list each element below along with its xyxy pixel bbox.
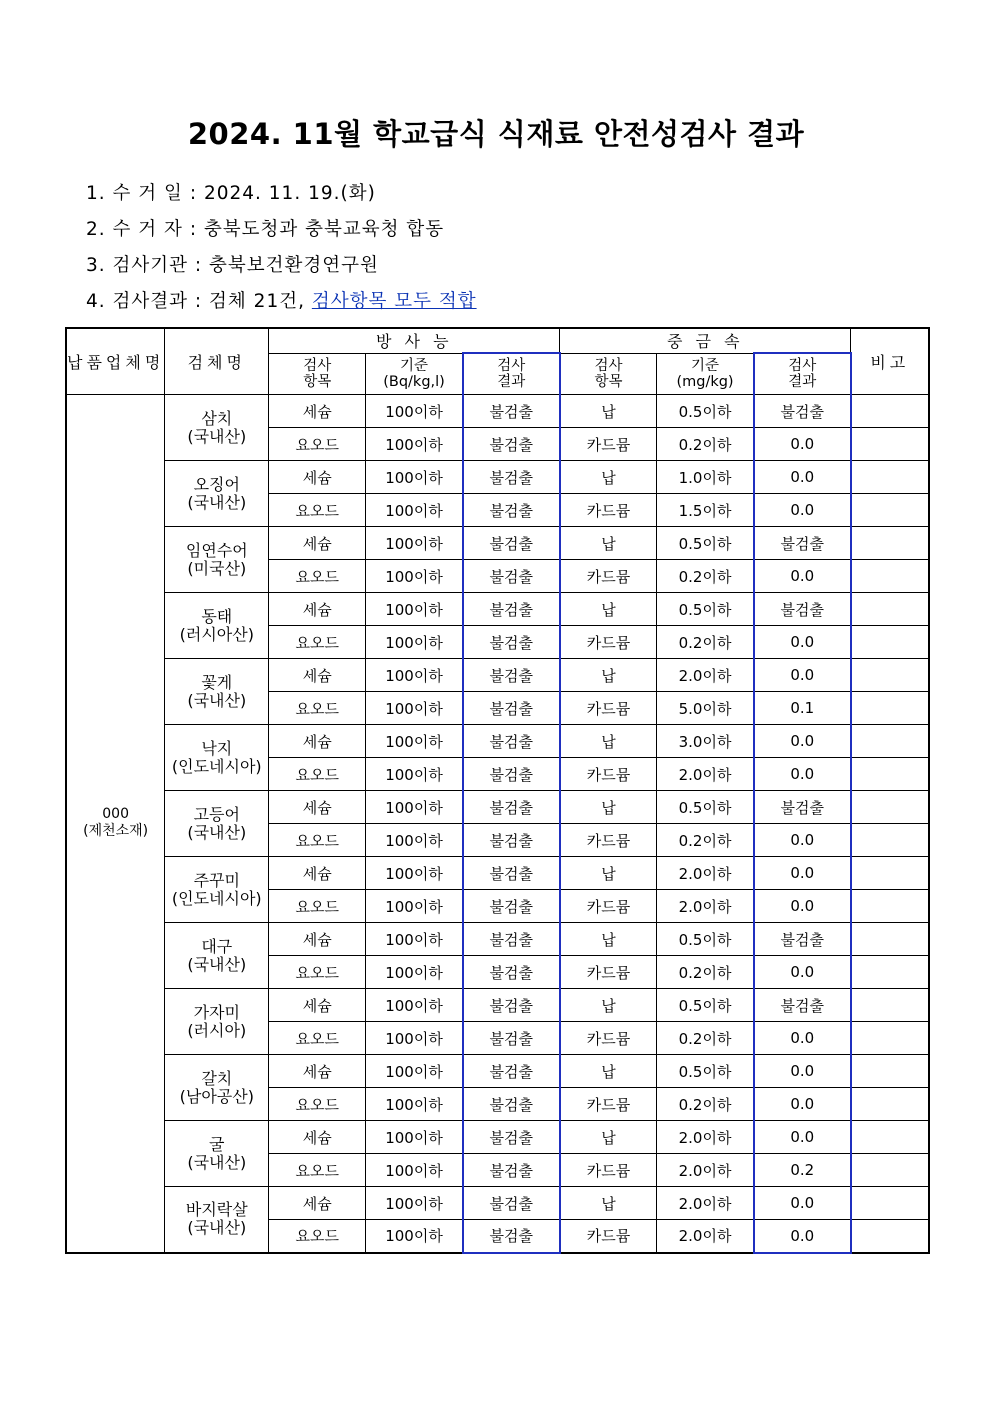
info-line-collector [86, 215, 444, 241]
rad-std-cell: 100이하 [366, 1022, 463, 1055]
rad-result-cell: 불검출 [463, 824, 560, 857]
header-metal-item: 검사 항목 [560, 353, 657, 395]
info-value: 검체 21건, [209, 291, 305, 312]
sample-name: 대구 [201, 936, 233, 956]
header-supplier: 납품업체명 [66, 328, 165, 395]
results-table [65, 327, 930, 1254]
metal-item-cell: 납 [560, 593, 657, 626]
metal-item-cell: 카드뮴 [560, 626, 657, 659]
note-cell [851, 1187, 929, 1220]
all-items-pass-link[interactable]: 검사항목 모두 적합 [311, 291, 477, 312]
rad-std-cell: 100이하 [366, 692, 463, 725]
metal-item-cell: 납 [560, 659, 657, 692]
note-cell [851, 626, 929, 659]
table-row [66, 395, 929, 428]
metal-std-cell: 0.2이하 [657, 1022, 754, 1055]
sample-name-cell [165, 593, 269, 659]
rad-result-cell: 불검출 [463, 527, 560, 560]
metal-item-cell: 납 [560, 1121, 657, 1154]
metal-std-cell: 2.0이하 [657, 758, 754, 791]
rad-std-cell: 100이하 [366, 1154, 463, 1187]
metal-result-cell: 불검출 [754, 791, 851, 824]
sample-origin: (남아공산) [179, 1086, 254, 1106]
sample-name-cell [165, 857, 269, 923]
sample-origin: (인도네시아) [171, 888, 262, 908]
metal-std-cell: 0.2이하 [657, 560, 754, 593]
metal-result-cell: 0.0 [754, 659, 851, 692]
metal-std-cell: 1.5이하 [657, 494, 754, 527]
metal-result-cell: 0.0 [754, 1088, 851, 1121]
sample-name-cell [165, 659, 269, 725]
metal-result-cell: 불검출 [754, 395, 851, 428]
sample-origin: (러시아산) [179, 624, 254, 644]
sample-origin: (국내산) [187, 822, 247, 842]
metal-std-cell: 2.0이하 [657, 857, 754, 890]
metal-item-cell: 납 [560, 1055, 657, 1088]
sample-name: 주꾸미 [193, 870, 240, 890]
metal-item-cell: 카드뮴 [560, 890, 657, 923]
metal-std-cell: 0.5이하 [657, 923, 754, 956]
metal-std-cell: 2.0이하 [657, 1154, 754, 1187]
metal-result-cell: 0.0 [754, 758, 851, 791]
metal-result-cell: 0.0 [754, 494, 851, 527]
rad-result-cell: 불검출 [463, 659, 560, 692]
supplier-location: (제천소재) [83, 823, 149, 840]
metal-result-cell: 불검출 [754, 923, 851, 956]
rad-result-cell: 불검출 [463, 494, 560, 527]
note-cell [851, 593, 929, 626]
note-cell [851, 461, 929, 494]
info-line-institution [86, 251, 379, 277]
metal-result-cell: 0.0 [754, 725, 851, 758]
rad-std-cell: 100이하 [366, 791, 463, 824]
note-cell [851, 725, 929, 758]
rad-item-cell: 세슘 [269, 725, 366, 758]
sample-name-cell [165, 461, 269, 527]
info-colon: : [189, 183, 198, 204]
rad-std-cell: 100이하 [366, 395, 463, 428]
table-body [66, 395, 929, 1253]
rad-item-cell: 요오드 [269, 824, 366, 857]
metal-item-cell: 카드뮴 [560, 560, 657, 593]
info-colon: : [189, 219, 198, 240]
note-cell [851, 560, 929, 593]
rad-result-cell: 불검출 [463, 626, 560, 659]
metal-result-cell: 0.0 [754, 1121, 851, 1154]
rad-std-cell: 100이하 [366, 1055, 463, 1088]
rad-std-cell: 100이하 [366, 989, 463, 1022]
info-label: 검사기관 [112, 255, 189, 276]
sample-name: 임연수어 [185, 540, 248, 560]
note-cell [851, 692, 929, 725]
rad-std-cell: 100이하 [366, 956, 463, 989]
rad-result-cell: 불검출 [463, 1088, 560, 1121]
metal-item-cell: 카드뮴 [560, 824, 657, 857]
metal-result-cell: 0.1 [754, 692, 851, 725]
metal-result-cell: 0.0 [754, 461, 851, 494]
rad-result-cell: 불검출 [463, 857, 560, 890]
note-cell [851, 857, 929, 890]
rad-result-cell: 불검출 [463, 428, 560, 461]
rad-item-cell: 세슘 [269, 857, 366, 890]
rad-item-cell: 세슘 [269, 791, 366, 824]
rad-result-cell: 불검출 [463, 593, 560, 626]
metal-item-cell: 납 [560, 461, 657, 494]
table-row [66, 527, 929, 560]
info-colon: : [194, 255, 203, 276]
info-number: 1. [86, 183, 106, 204]
rad-item-cell: 세슘 [269, 461, 366, 494]
note-cell [851, 824, 929, 857]
sample-name-cell [165, 923, 269, 989]
rad-item-cell: 요오드 [269, 560, 366, 593]
rad-item-cell: 세슘 [269, 923, 366, 956]
metal-result-cell: 0.0 [754, 1187, 851, 1220]
rad-std-cell: 100이하 [366, 824, 463, 857]
sample-origin: (국내산) [187, 426, 247, 446]
rad-result-cell: 불검출 [463, 1022, 560, 1055]
metal-item-cell: 납 [560, 395, 657, 428]
metal-item-cell: 카드뮴 [560, 956, 657, 989]
note-cell [851, 659, 929, 692]
rad-item-cell: 요오드 [269, 692, 366, 725]
note-cell [851, 956, 929, 989]
note-cell [851, 1088, 929, 1121]
metal-std-cell: 2.0이하 [657, 890, 754, 923]
metal-result-cell: 0.0 [754, 428, 851, 461]
sample-origin: (국내산) [187, 1152, 247, 1172]
rad-item-cell: 세슘 [269, 395, 366, 428]
info-line-result [86, 287, 477, 313]
metal-std-cell: 2.0이하 [657, 1187, 754, 1220]
rad-result-cell: 불검출 [463, 461, 560, 494]
table-row [66, 593, 929, 626]
metal-std-cell: 0.5이하 [657, 1055, 754, 1088]
metal-item-cell: 납 [560, 857, 657, 890]
metal-item-cell: 카드뮴 [560, 428, 657, 461]
rad-std-cell: 100이하 [366, 494, 463, 527]
metal-item-cell: 카드뮴 [560, 494, 657, 527]
metal-result-cell: 0.0 [754, 1220, 851, 1253]
sample-origin: (미국산) [187, 558, 247, 578]
metal-item-cell: 납 [560, 527, 657, 560]
rad-item-cell: 세슘 [269, 989, 366, 1022]
metal-item-cell: 카드뮴 [560, 758, 657, 791]
metal-result-cell: 0.0 [754, 857, 851, 890]
header-sample: 검체명 [165, 328, 269, 395]
rad-std-cell: 100이하 [366, 857, 463, 890]
note-cell [851, 923, 929, 956]
rad-item-cell: 세슘 [269, 527, 366, 560]
sample-origin: (국내산) [187, 954, 247, 974]
header-rad-item: 검사 항목 [269, 353, 366, 395]
rad-item-cell: 세슘 [269, 1187, 366, 1220]
info-number: 2. [86, 219, 106, 240]
info-label: 검사결과 [112, 291, 189, 312]
sample-origin: (러시아) [187, 1020, 247, 1040]
rad-item-cell: 세슘 [269, 1055, 366, 1088]
sample-origin: (국내산) [187, 690, 247, 710]
metal-result-cell: 불검출 [754, 527, 851, 560]
rad-result-cell: 불검출 [463, 758, 560, 791]
rad-std-cell: 100이하 [366, 626, 463, 659]
sample-name-cell [165, 1121, 269, 1187]
rad-std-cell: 100이하 [366, 890, 463, 923]
note-cell [851, 989, 929, 1022]
rad-item-cell: 요오드 [269, 428, 366, 461]
metal-std-cell: 0.5이하 [657, 593, 754, 626]
rad-item-cell: 요오드 [269, 956, 366, 989]
table-row [66, 1187, 929, 1220]
table-row [66, 857, 929, 890]
rad-std-cell: 100이하 [366, 527, 463, 560]
metal-std-cell: 2.0이하 [657, 1220, 754, 1253]
metal-result-cell: 0.0 [754, 956, 851, 989]
rad-item-cell: 요오드 [269, 1154, 366, 1187]
rad-result-cell: 불검출 [463, 791, 560, 824]
table-row [66, 461, 929, 494]
metal-std-cell: 0.2이하 [657, 1088, 754, 1121]
rad-result-cell: 불검출 [463, 989, 560, 1022]
sample-name: 오징어 [193, 474, 240, 494]
metal-std-cell: 3.0이하 [657, 725, 754, 758]
sample-name-cell [165, 395, 269, 461]
info-colon: : [194, 291, 203, 312]
metal-result-cell: 불검출 [754, 593, 851, 626]
rad-std-cell: 100이하 [366, 758, 463, 791]
metal-result-cell: 불검출 [754, 989, 851, 1022]
metal-std-cell: 0.5이하 [657, 989, 754, 1022]
metal-item-cell: 납 [560, 791, 657, 824]
sample-name: 낙지 [201, 738, 233, 758]
metal-std-cell: 0.5이하 [657, 527, 754, 560]
sample-name: 가자미 [193, 1002, 240, 1022]
info-label: 수 거 자 [112, 219, 183, 240]
table-row [66, 1121, 929, 1154]
metal-std-cell: 0.2이하 [657, 428, 754, 461]
rad-item-cell: 세슘 [269, 659, 366, 692]
rad-item-cell: 세슘 [269, 1121, 366, 1154]
header-rad-std: 기준 (Bq/kg,l) [366, 353, 463, 395]
rad-result-cell: 불검출 [463, 725, 560, 758]
metal-std-cell: 0.2이하 [657, 956, 754, 989]
rad-item-cell: 요오드 [269, 1022, 366, 1055]
info-number: 3. [86, 255, 106, 276]
table-row [66, 659, 929, 692]
header-metal-result: 검사 결과 [754, 353, 851, 395]
rad-item-cell: 요오드 [269, 494, 366, 527]
metal-std-cell: 1.0이하 [657, 461, 754, 494]
rad-item-cell: 요오드 [269, 1088, 366, 1121]
rad-result-cell: 불검출 [463, 560, 560, 593]
info-line-collection-date [86, 179, 376, 205]
document-title: 2024. 11월 학교급식 식재료 안전성검사 결과 [187, 117, 805, 151]
metal-result-cell: 0.0 [754, 824, 851, 857]
info-value: 2024. 11. 19.(화) [203, 183, 376, 204]
rad-std-cell: 100이하 [366, 923, 463, 956]
info-number: 4. [86, 291, 106, 312]
sample-origin: (인도네시아) [171, 756, 262, 776]
rad-result-cell: 불검출 [463, 956, 560, 989]
supplier-cell [66, 395, 165, 1253]
header-radiation: 방 사 능 [269, 328, 560, 353]
sample-origin: (국내산) [187, 492, 247, 512]
metal-item-cell: 카드뮴 [560, 1088, 657, 1121]
note-cell [851, 1022, 929, 1055]
note-cell [851, 1220, 929, 1253]
sample-name-cell [165, 725, 269, 791]
note-cell [851, 527, 929, 560]
sample-name: 바지락살 [185, 1200, 248, 1220]
note-cell [851, 1121, 929, 1154]
table-row [66, 1055, 929, 1088]
rad-item-cell: 요오드 [269, 890, 366, 923]
rad-result-cell: 불검출 [463, 395, 560, 428]
metal-item-cell: 카드뮴 [560, 1022, 657, 1055]
sample-name: 꽃게 [201, 672, 233, 692]
rad-std-cell: 100이하 [366, 1187, 463, 1220]
note-cell [851, 890, 929, 923]
rad-std-cell: 100이하 [366, 428, 463, 461]
sample-name-cell [165, 989, 269, 1055]
rad-result-cell: 불검출 [463, 1055, 560, 1088]
metal-std-cell: 2.0이하 [657, 659, 754, 692]
sample-origin: (국내산) [187, 1218, 247, 1238]
sample-name: 삼치 [201, 408, 233, 428]
supplier-name: 000 [102, 806, 129, 823]
rad-std-cell: 100이하 [366, 593, 463, 626]
rad-result-cell: 불검출 [463, 890, 560, 923]
header-heavy-metal: 중 금 속 [560, 328, 851, 353]
info-value: 충북보건환경연구원 [209, 255, 379, 276]
note-cell [851, 494, 929, 527]
header-rad-result: 검사 결과 [463, 353, 560, 395]
metal-std-cell: 5.0이하 [657, 692, 754, 725]
header-metal-std: 기준 (mg/kg) [657, 353, 754, 395]
rad-item-cell: 요오드 [269, 758, 366, 791]
rad-result-cell: 불검출 [463, 1121, 560, 1154]
table-row [66, 791, 929, 824]
sample-name-cell [165, 1055, 269, 1121]
header-note: 비고 [851, 328, 929, 395]
metal-result-cell: 0.2 [754, 1154, 851, 1187]
table-row [66, 989, 929, 1022]
rad-result-cell: 불검출 [463, 1220, 560, 1253]
rad-std-cell: 100이하 [366, 1088, 463, 1121]
rad-std-cell: 100이하 [366, 725, 463, 758]
info-label: 수 거 일 [112, 183, 183, 204]
table-row [66, 923, 929, 956]
rad-result-cell: 불검출 [463, 1154, 560, 1187]
sample-name: 고등어 [193, 804, 240, 824]
table-row [66, 725, 929, 758]
rad-std-cell: 100이하 [366, 1220, 463, 1253]
metal-item-cell: 납 [560, 1187, 657, 1220]
note-cell [851, 395, 929, 428]
sample-name: 굴 [209, 1134, 225, 1154]
metal-std-cell: 0.5이하 [657, 791, 754, 824]
rad-std-cell: 100이하 [366, 659, 463, 692]
rad-result-cell: 불검출 [463, 1187, 560, 1220]
rad-item-cell: 요오드 [269, 626, 366, 659]
note-cell [851, 1055, 929, 1088]
sample-name-cell [165, 791, 269, 857]
metal-std-cell: 0.2이하 [657, 626, 754, 659]
metal-item-cell: 카드뮴 [560, 692, 657, 725]
rad-item-cell: 요오드 [269, 1220, 366, 1253]
rad-result-cell: 불검출 [463, 692, 560, 725]
metal-result-cell: 0.0 [754, 1055, 851, 1088]
rad-result-cell: 불검출 [463, 923, 560, 956]
sample-name-cell [165, 1187, 269, 1253]
rad-std-cell: 100이하 [366, 461, 463, 494]
info-value: 충북도청과 충북교육청 합동 [203, 219, 445, 240]
sample-name: 갈치 [201, 1068, 233, 1088]
note-cell [851, 758, 929, 791]
sample-name: 동태 [201, 606, 233, 626]
rad-std-cell: 100이하 [366, 1121, 463, 1154]
metal-result-cell: 0.0 [754, 890, 851, 923]
metal-item-cell: 카드뮴 [560, 1154, 657, 1187]
rad-item-cell: 세슘 [269, 593, 366, 626]
rad-std-cell: 100이하 [366, 560, 463, 593]
metal-result-cell: 0.0 [754, 560, 851, 593]
metal-std-cell: 0.2이하 [657, 824, 754, 857]
metal-std-cell: 0.5이하 [657, 395, 754, 428]
metal-item-cell: 납 [560, 989, 657, 1022]
note-cell [851, 1154, 929, 1187]
metal-std-cell: 2.0이하 [657, 1121, 754, 1154]
sample-name-cell [165, 527, 269, 593]
metal-item-cell: 카드뮴 [560, 1220, 657, 1253]
metal-item-cell: 납 [560, 923, 657, 956]
metal-item-cell: 납 [560, 725, 657, 758]
note-cell [851, 428, 929, 461]
metal-result-cell: 0.0 [754, 1022, 851, 1055]
metal-result-cell: 0.0 [754, 626, 851, 659]
note-cell [851, 791, 929, 824]
